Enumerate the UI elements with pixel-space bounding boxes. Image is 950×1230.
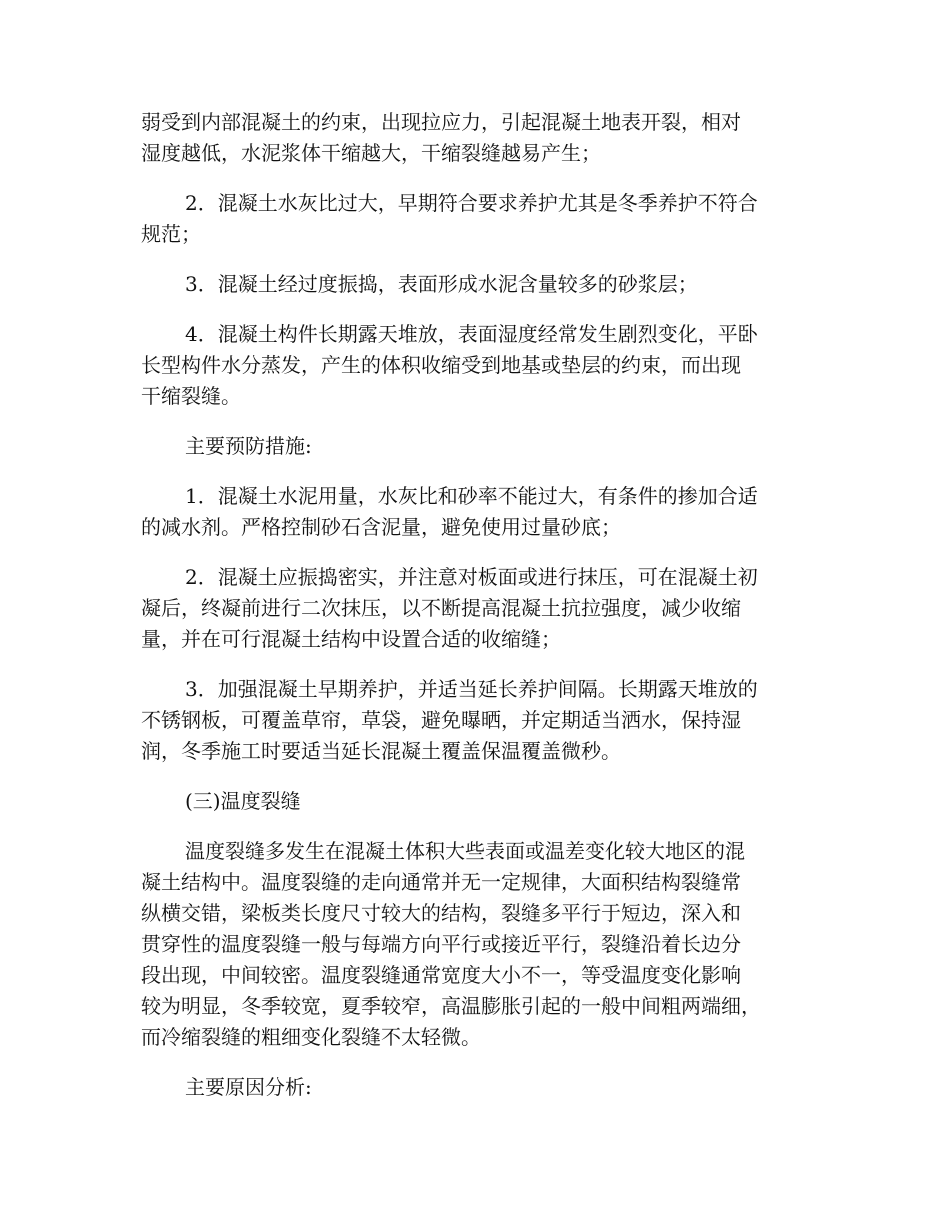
text-line: 段出现，中间较密。温度裂缝通常宽度大小不一，等受温度变化影响: [141, 963, 741, 987]
text-line: 润，冬季施工时要适当延长混凝土覆盖保温覆盖微秒。: [141, 739, 621, 763]
text-line: 弱受到内部混凝土的约束，出现拉应力，引起混凝土地表开裂，相对: [141, 110, 741, 134]
text-line: 长型构件水分蒸发，产生的体积收缩受到地基或垫层的约束，而出现: [141, 353, 741, 377]
text-line: 2．混凝土水灰比过大，早期符合要求养护尤其是冬季养护不符合: [185, 191, 758, 215]
text-line: (三)温度裂缝: [185, 789, 301, 813]
paragraph-prevention-1: [141, 481, 809, 543]
text-line: 不锈钢板，可覆盖草帘，草袋，避免曝晒，并定期适当洒水，保持湿: [141, 708, 741, 732]
text-line: 凝土结构中。温度裂缝的走向通常并无一定规律，大面积结构裂缝常: [141, 870, 741, 894]
text-line: 2．混凝土应振捣密实，并注意对板面或进行抹压，可在混凝土初: [185, 565, 758, 589]
heading-temperature-cracks: [141, 786, 809, 817]
text-line: 凝后，终凝前进行二次抹压，以不断提高混凝土抗拉强度，减少收缩: [141, 596, 741, 620]
text-line: 3．加强混凝土早期养护，并适当延长养护间隔。长期露天堆放的: [185, 677, 758, 701]
paragraph-drying-shrinkage-cause-1: [141, 107, 809, 169]
heading-prevention-measures: [141, 431, 809, 462]
paragraph-drying-shrinkage-cause-4: [141, 319, 809, 412]
text-line: 3．混凝土经过度振捣，表面形成水泥含量较多的砂浆层；: [185, 272, 698, 296]
text-line: 纵横交错，梁板类长度尺寸较大的结构，裂缝多平行于短边，深入和: [141, 901, 741, 925]
paragraph-prevention-2: [141, 562, 809, 655]
text-line: 湿度越低，水泥浆体干缩越大，干缩裂缝越易产生；: [141, 141, 601, 165]
text-line: 量，并在可行混凝土结构中设置合适的收缩缝；: [141, 627, 561, 651]
text-line: 贯穿性的温度裂缝一般与每端方向平行或接近平行，裂缝沿着长边分: [141, 932, 741, 956]
paragraph-drying-shrinkage-cause-3: [141, 269, 809, 300]
text-line: 的减水剂。严格控制砂石含泥量，避免使用过量砂底；: [141, 515, 621, 539]
paragraph-prevention-3: [141, 674, 809, 767]
text-line: 较为明显，冬季较宽，夏季较窄，高温膨胀引起的一般中间粗两端细，: [141, 994, 761, 1018]
text-line: 而冷缩裂缝的粗细变化裂缝不太轻微。: [141, 1025, 481, 1049]
paragraph-temperature-cracks: [141, 836, 809, 1053]
text-line: 主要预防措施:: [185, 434, 312, 458]
document-page: [141, 107, 809, 1103]
text-line: 1．混凝土水泥用量，水灰比和砂率不能过大，有条件的掺加合适: [185, 484, 758, 508]
text-line: 温度裂缝多发生在混凝土体积大些表面或温差变化较大地区的混: [185, 839, 745, 863]
text-line: 主要原因分析:: [185, 1075, 312, 1099]
text-line: 干缩裂缝。: [141, 384, 241, 408]
text-line: 规范；: [141, 222, 201, 246]
paragraph-drying-shrinkage-cause-2: [141, 188, 809, 250]
text-line: 4．混凝土构件长期露天堆放，表面湿度经常发生剧烈变化，平卧: [185, 322, 758, 346]
heading-main-cause-analysis: [141, 1072, 809, 1103]
